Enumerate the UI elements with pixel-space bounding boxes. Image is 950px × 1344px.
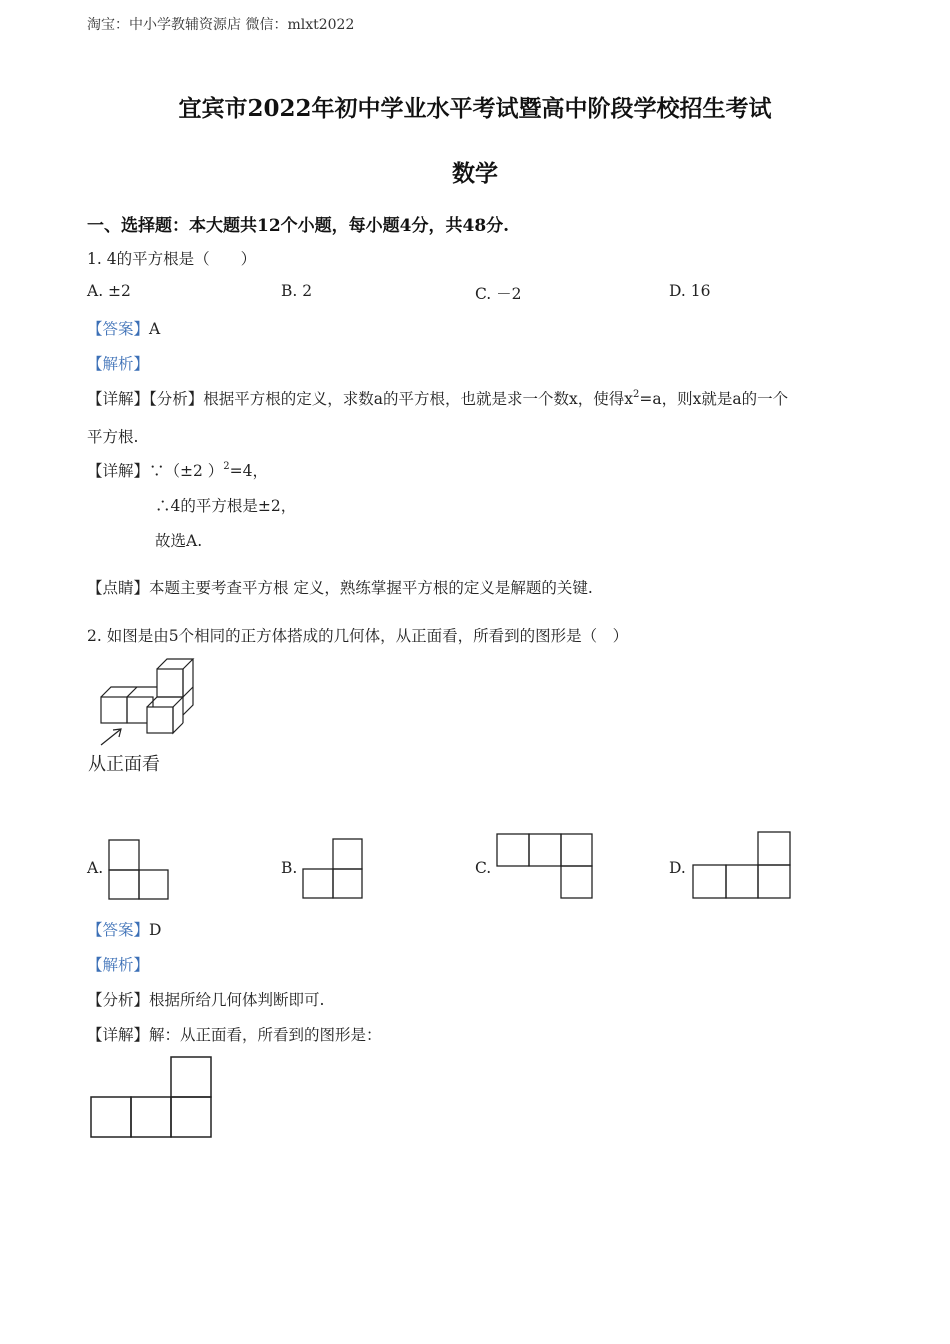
square xyxy=(91,1097,131,1137)
q1-option-d: D. 16 xyxy=(669,282,711,300)
square xyxy=(171,1057,211,1097)
q2-option-c-label: C. xyxy=(475,859,492,877)
q1-option-a: A. ±2 xyxy=(87,282,131,300)
cube-top-divider xyxy=(127,687,137,697)
q1-stem: 1. 4的平方根是（ ） xyxy=(87,250,257,268)
q2-option-b-label: B. xyxy=(281,859,298,877)
cube-side-edge xyxy=(183,687,193,697)
q2-option-d-label: D. xyxy=(669,859,686,877)
square xyxy=(693,865,726,898)
view-arrow xyxy=(101,729,121,745)
q1-step2: 故选A. xyxy=(155,532,203,550)
q2-analysis: 【分析】根据所给几何体判断即可. xyxy=(87,991,325,1009)
square xyxy=(109,870,139,899)
q1-detail2-sup: 2 xyxy=(223,461,230,472)
square xyxy=(139,870,168,899)
q1-answer-tag: 【答案】 xyxy=(87,320,150,338)
q1-answer xyxy=(87,317,160,339)
q1-comment: 【点睛】本题主要考查平方根 定义，熟练掌握平方根的定义是解题的关键. xyxy=(87,579,593,597)
q2-option-a-label: A. xyxy=(87,859,104,877)
q1-detail2-pre: 【详解】∵（±2 ） xyxy=(87,462,224,480)
square xyxy=(529,834,561,866)
q1-step1: ∴4的平方根是±2， xyxy=(155,497,297,515)
q1-detail-sup: 2 xyxy=(632,389,640,400)
square xyxy=(758,865,790,898)
square xyxy=(333,869,362,898)
q1-detail-intro: 【详解】【分析】根据平方根的定义，求数a的平方根，也就是求一个数x，使得x xyxy=(87,390,633,408)
q1-detail2 xyxy=(87,459,268,481)
q2-answer-tag: 【答案】 xyxy=(87,921,150,939)
square xyxy=(109,840,139,870)
cube-top-face xyxy=(157,659,193,669)
exam-title: 宜宾市2022年初中学业水平考试暨高中阶段学校招生考试 xyxy=(178,95,772,122)
square xyxy=(758,832,790,865)
square xyxy=(497,834,529,866)
q2-option-a-figure xyxy=(108,839,170,901)
square xyxy=(171,1097,211,1137)
page-header: 淘宝：中小学教辅资源店 微信：mlxt2022 xyxy=(87,17,355,33)
q1-detail-line1 xyxy=(87,387,788,409)
q1-detail-line2: 平方根. xyxy=(87,428,139,446)
cube-right-face xyxy=(173,707,183,733)
q2-option-b-figure xyxy=(302,838,364,900)
q1-answer-value: A xyxy=(149,320,161,338)
q2-stem: 2. 如图是由5个相同的正方体搭成的几何体，从正面看，所看到的图形是（ ） xyxy=(87,627,629,645)
q1-detail-rest: =a，则x就是a的一个 xyxy=(639,390,789,408)
q1-option-b: B. 2 xyxy=(281,282,313,300)
view-label: 从正面看 xyxy=(88,754,160,775)
square xyxy=(333,839,362,869)
square xyxy=(561,866,592,898)
q1-analysis-tag: 【解析】 xyxy=(87,355,150,373)
square xyxy=(131,1097,171,1137)
square xyxy=(303,869,333,898)
q2-option-d-figure xyxy=(692,831,792,900)
subject-title: 数学 xyxy=(452,160,498,187)
q2-solution-figure xyxy=(89,1055,215,1141)
q2-answer-value: D xyxy=(149,921,162,939)
cube-front-1 xyxy=(101,697,127,723)
q2-answer xyxy=(87,918,161,940)
cube-front-3 xyxy=(147,707,173,733)
cube-figure xyxy=(95,655,205,747)
q2-detail: 【详解】解：从正面看，所看到的图形是： xyxy=(87,1026,382,1044)
square xyxy=(726,865,758,898)
q1-option-c: C. －2 xyxy=(475,285,522,303)
cube-front-top xyxy=(157,669,183,697)
q2-analysis-tag: 【解析】 xyxy=(87,956,150,974)
square xyxy=(561,834,592,866)
section-heading: 一、选择题：本大题共12个小题，每小题4分，共48分. xyxy=(87,216,510,236)
q2-option-c-figure xyxy=(496,833,594,900)
cube-front-right-edge xyxy=(173,697,183,707)
q1-detail2-post: =4， xyxy=(229,462,269,480)
